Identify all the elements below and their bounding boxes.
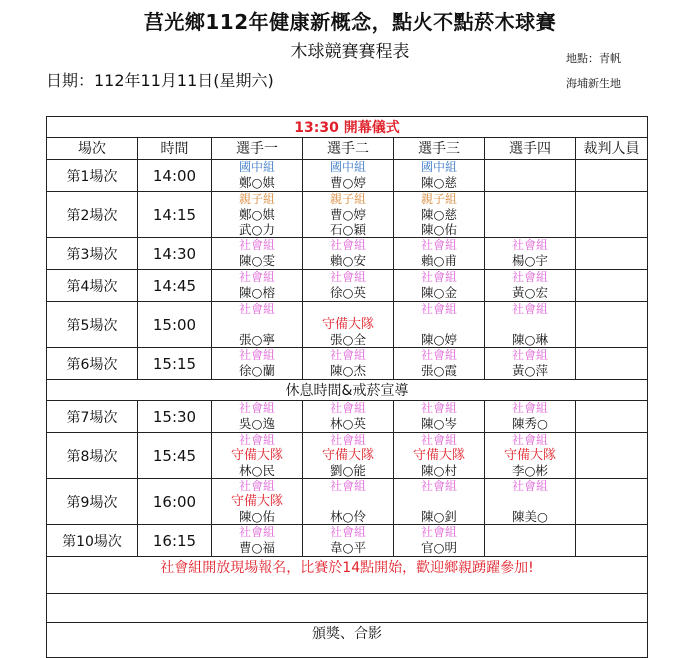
schedule-table <box>46 116 648 658</box>
referee-cell <box>576 238 648 270</box>
group-label: 社會組 <box>420 525 457 539</box>
player-cell <box>485 433 576 479</box>
referee-cell <box>576 479 648 525</box>
round-time: 15:15 <box>138 348 212 380</box>
player-cell <box>212 302 303 348</box>
round-time: 14:45 <box>138 270 212 302</box>
player-cell <box>394 525 485 557</box>
player-cell <box>485 401 576 433</box>
referee-cell <box>576 302 648 348</box>
player-cell <box>485 238 576 270</box>
referee-cell <box>576 160 648 192</box>
group-label: 社會組 <box>329 401 366 415</box>
header-row <box>47 138 648 160</box>
player-cell <box>212 433 303 479</box>
group-label: 社會組 <box>238 433 275 447</box>
player-name: 徐○蘭 <box>239 363 275 378</box>
player-cell <box>394 270 485 302</box>
round-row <box>47 479 648 525</box>
referee-cell <box>576 192 648 238</box>
referee-cell <box>576 433 648 479</box>
group-label: 親子組 <box>329 192 366 206</box>
group-label: 社會組 <box>420 401 457 415</box>
referee-cell <box>576 270 648 302</box>
group-label: 社會組 <box>238 479 275 493</box>
player-name: 張○寧 <box>239 332 275 347</box>
round-label: 第3場次 <box>47 238 138 270</box>
group-label: 社會組 <box>511 348 548 362</box>
player-cell <box>394 433 485 479</box>
team-label: 守備大隊 <box>412 448 465 463</box>
round-label: 第6場次 <box>47 348 138 380</box>
round-label: 第5場次 <box>47 302 138 348</box>
referee-cell <box>576 525 648 557</box>
player-cell <box>303 302 394 348</box>
player-name: 陳○村 <box>421 463 457 478</box>
player-name: 黃○宏 <box>512 285 548 300</box>
col-header: 選手四 <box>485 138 576 160</box>
round-row <box>47 401 648 433</box>
player-cell <box>394 348 485 380</box>
player-cell <box>303 401 394 433</box>
player-name: 楊○宇 <box>512 253 548 268</box>
player-cell <box>303 433 394 479</box>
break-row <box>47 380 648 401</box>
player-name: 陳○佑 <box>421 222 457 237</box>
round-row <box>47 348 648 380</box>
group-label: 社會組 <box>420 302 457 316</box>
round-time: 14:30 <box>138 238 212 270</box>
location-line-2: 海埔新生地 <box>566 77 621 90</box>
player-cell <box>303 192 394 238</box>
player-name: 石○穎 <box>330 222 366 237</box>
blank-cell <box>47 594 648 623</box>
round-row <box>47 433 648 479</box>
team-label: 守備大隊 <box>503 448 556 463</box>
player-name: 武○力 <box>239 222 275 237</box>
round-row <box>47 238 648 270</box>
break-text: 休息時間&戒菸宣導 <box>47 380 648 401</box>
player-name: 林○伶 <box>330 509 366 524</box>
player-cell <box>212 525 303 557</box>
page-title: 莒光鄉112年健康新概念，點火不點菸木球賽 <box>143 10 557 34</box>
player-cell <box>485 525 576 557</box>
player-cell <box>212 479 303 525</box>
player-cell <box>303 479 394 525</box>
player-cell <box>485 160 576 192</box>
player-name: 陳○岑 <box>421 416 457 431</box>
event-date: 日期：112年11月11日(星期六) <box>46 71 274 90</box>
referee-cell <box>576 348 648 380</box>
group-label: 社會組 <box>329 433 366 447</box>
group-label: 社會組 <box>329 348 366 362</box>
group-label: 社會組 <box>420 479 457 493</box>
player-name: 韋○平 <box>330 540 366 555</box>
round-time: 14:00 <box>138 160 212 192</box>
referee-cell <box>576 401 648 433</box>
player-cell <box>485 479 576 525</box>
player-name: 陳○佑 <box>239 509 275 524</box>
player-name: 曹○婷 <box>330 207 366 222</box>
player-name: 陳○釗 <box>421 509 457 524</box>
round-label: 第8場次 <box>47 433 138 479</box>
round-label: 第4場次 <box>47 270 138 302</box>
group-label: 社會組 <box>329 479 366 493</box>
round-row <box>47 192 648 238</box>
player-name: 林○英 <box>330 416 366 431</box>
player-name: 林○民 <box>239 463 275 478</box>
round-time: 15:30 <box>138 401 212 433</box>
page-subtitle: 木球競賽賽程表 <box>290 42 410 62</box>
player-name: 張○霞 <box>421 363 457 378</box>
player-name: 賴○甫 <box>421 253 457 268</box>
player-name: 陳美○ <box>512 509 548 524</box>
ceremony-row <box>47 117 648 138</box>
player-name: 曹○福 <box>239 540 275 555</box>
player-name: 陳○金 <box>421 285 457 300</box>
award-row <box>47 623 648 658</box>
round-time: 16:15 <box>138 525 212 557</box>
player-cell <box>212 348 303 380</box>
team-label: 守備大隊 <box>321 448 374 463</box>
player-name: 陳○榕 <box>239 285 275 300</box>
player-cell <box>485 270 576 302</box>
player-name: 吳○逸 <box>239 416 275 431</box>
player-name: 陳○婷 <box>421 332 457 347</box>
round-label: 第7場次 <box>47 401 138 433</box>
ceremony-text: 13:30 開幕儀式 <box>47 117 648 138</box>
player-cell <box>394 401 485 433</box>
player-cell <box>485 192 576 238</box>
group-label: 社會組 <box>238 348 275 362</box>
round-row <box>47 302 648 348</box>
col-header: 選手三 <box>394 138 485 160</box>
location-line-1: 地點：青帆 <box>566 52 621 65</box>
schedule-body <box>47 117 648 658</box>
round-label: 第2場次 <box>47 192 138 238</box>
group-label: 社會組 <box>238 401 275 415</box>
player-name: 賴○安 <box>330 253 366 268</box>
round-label: 第9場次 <box>47 479 138 525</box>
player-name: 鄭○娸 <box>239 207 275 222</box>
notice-row <box>47 557 648 594</box>
player-cell <box>303 348 394 380</box>
group-label: 社會組 <box>238 302 275 316</box>
round-row <box>47 270 648 302</box>
group-label: 社會組 <box>511 433 548 447</box>
player-name: 官○明 <box>421 540 457 555</box>
player-name: 陳○慈 <box>421 207 457 222</box>
round-row <box>47 525 648 557</box>
player-name: 陳○慈 <box>421 175 457 190</box>
group-label: 社會組 <box>511 401 548 415</box>
group-label: 社會組 <box>238 525 275 539</box>
group-label: 親子組 <box>238 192 275 206</box>
player-name: 張○全 <box>330 332 366 347</box>
group-label: 社會組 <box>511 270 548 284</box>
player-cell <box>212 160 303 192</box>
player-name: 陳○琳 <box>512 332 548 347</box>
player-name: 李○彬 <box>512 463 548 478</box>
player-cell <box>303 238 394 270</box>
notice-text: 社會組開放現場報名，比賽於14點開始，歡迎鄉親踴躍參加! <box>47 557 648 594</box>
award-text: 頒獎、合影 <box>47 623 648 658</box>
player-cell <box>303 160 394 192</box>
player-cell <box>394 192 485 238</box>
group-label: 社會組 <box>329 270 366 284</box>
player-name: 陳秀○ <box>512 416 548 431</box>
player-name: 黃○萍 <box>512 363 548 378</box>
group-label: 社會組 <box>420 238 457 252</box>
player-name: 劉○能 <box>330 463 366 478</box>
group-label: 國中組 <box>329 160 366 174</box>
group-label: 社會組 <box>420 270 457 284</box>
player-cell <box>303 270 394 302</box>
col-header: 選手二 <box>303 138 394 160</box>
player-name: 鄭○娸 <box>239 175 275 190</box>
group-label: 社會組 <box>420 348 457 362</box>
player-cell <box>394 238 485 270</box>
group-label: 社會組 <box>329 525 366 539</box>
player-cell <box>303 525 394 557</box>
group-label: 社會組 <box>511 302 548 316</box>
round-label: 第10場次 <box>47 525 138 557</box>
group-label: 社會組 <box>511 238 548 252</box>
group-label: 社會組 <box>329 238 366 252</box>
group-label: 國中組 <box>238 160 275 174</box>
round-time: 15:45 <box>138 433 212 479</box>
col-header: 裁判人員 <box>576 138 648 160</box>
player-cell <box>394 479 485 525</box>
round-time: 14:15 <box>138 192 212 238</box>
round-time: 15:00 <box>138 302 212 348</box>
group-label: 親子組 <box>420 192 457 206</box>
group-label: 社會組 <box>238 238 275 252</box>
player-name: 陳○杰 <box>330 363 366 378</box>
player-cell <box>212 270 303 302</box>
round-time: 16:00 <box>138 479 212 525</box>
player-name: 徐○英 <box>330 285 366 300</box>
player-cell <box>212 238 303 270</box>
player-cell <box>394 160 485 192</box>
group-label: 社會組 <box>420 433 457 447</box>
player-cell <box>394 302 485 348</box>
group-label: 社會組 <box>511 479 548 493</box>
col-header: 選手一 <box>212 138 303 160</box>
player-cell <box>212 192 303 238</box>
group-label: 社會組 <box>238 270 275 284</box>
player-name: 陳○雯 <box>239 253 275 268</box>
player-cell <box>485 348 576 380</box>
round-row <box>47 160 648 192</box>
player-name: 曹○婷 <box>330 175 366 190</box>
col-header: 場次 <box>47 138 138 160</box>
blank-row <box>47 594 648 623</box>
group-label: 國中組 <box>420 160 457 174</box>
round-label: 第1場次 <box>47 160 138 192</box>
team-label: 守備大隊 <box>321 317 374 332</box>
col-header: 時間 <box>138 138 212 160</box>
player-cell <box>485 302 576 348</box>
player-cell <box>212 401 303 433</box>
team-label: 守備大隊 <box>230 494 283 509</box>
team-label: 守備大隊 <box>230 448 283 463</box>
